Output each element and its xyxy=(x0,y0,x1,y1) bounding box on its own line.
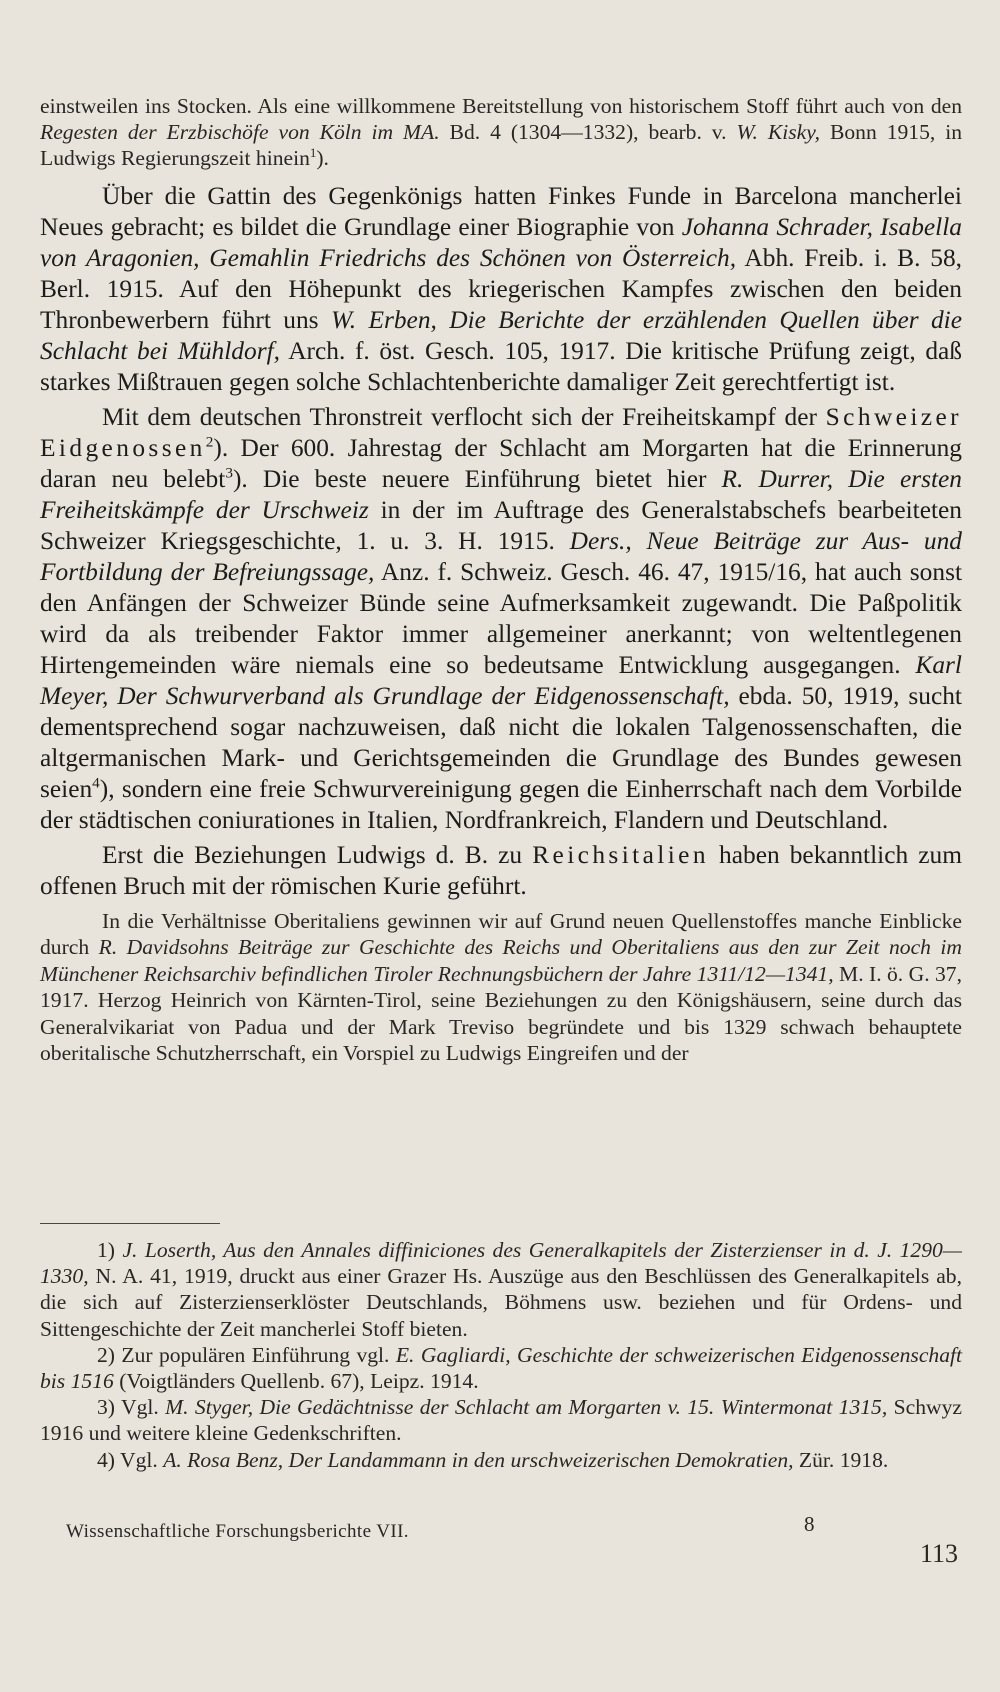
text-run: 3) Vgl. xyxy=(97,1395,166,1420)
text-run: ). Die beste neuere Einführung bietet hier xyxy=(232,465,722,493)
citation: M. Styger, Die Gedächtnisse der Schlacht am Morgarten v. 15. Wintermonat 1315, xyxy=(165,1395,888,1420)
text-run: N. A. 41, 1919, druckt aus einer Grazer Hs. Auszüge aus den Beschlüssen des Generalkapitels ab, die sich auf Zisterzienserklöster Deutschlands, Böhmens usw. beziehen und für Ordens- und Sittengeschichte der Zeit mancherlei Stoff bieten. xyxy=(40,1264,962,1341)
spaced-term: Reichsitalien xyxy=(532,841,709,869)
text-run: ebda. 50, 1919, sucht dementsprechend sogar nachzuweisen, daß nicht die lokalen Talgenossenschaften, die altgermanischen Mark- und Gerichtsgemeinden die Grundlage des Bundes gewesen seien xyxy=(40,682,962,803)
citation: R. Davidsohns Beiträge zur Geschichte des Reichs und Oberitaliens aus den zur Zeit noch im Münchener Reichsarchiv befindlichen Tiroler Rechnungsbüchern der Jahre 1311/12—1341, xyxy=(40,935,962,986)
body-text xyxy=(40,93,962,1066)
text-run: ), sondern eine freie Schwurvereinigung gegen die Einherrschaft nach dem Vorbilde der städtischen coniurationes in Italien, Nordfrankreich, Flandern und Deutschland. xyxy=(40,775,962,834)
text-run: Zür. 1918. xyxy=(793,1447,889,1472)
continuation-paragraph xyxy=(40,93,962,171)
footnote-4 xyxy=(40,1447,962,1473)
text-run: Bd. 4 (1304—1332), bearb. v. xyxy=(439,120,737,144)
text-run: Arch. f. öst. Gesch. 105, 1917. Die kritische Prüfung zeigt, daß starkes Mißtrauen gegen solche Schlachtenberichte damaliger Zeit gerechtfertigt ist. xyxy=(40,337,962,396)
paragraph-gattin xyxy=(40,181,962,398)
text-run: M. I. ö. G. 37, 1917. Herzog Heinrich von Kärnten-Tirol, seine Beziehungen zu den Königshäusern, seine durch das Generalvikariat von Padua und der Mark Treviso begründete und bis 1329 schwach behauptete oberitalische Schutzherrschaft, ein Vorspiel zu Ludwigs Eingreifen und der xyxy=(40,961,962,1066)
text-run: Anz. f. Schweiz. Gesch. 46. 47, 1915/16, hat auch sonst den Anfängen der Schweizer Bünde seine Aufmerksamkeit zugewandt. Die Paßpolitik wird da als treibender Faktor immer allgemeiner anerkannt; von weltentlegenen Hirtengemeinden wäre niemals eine so bedeutsame Entwicklung ausgegangen. xyxy=(40,558,963,679)
text-run: 4) Vgl. xyxy=(97,1447,164,1472)
text-run: Mit dem deutschen Thronstreit verflocht sich der Freiheitskampf der xyxy=(102,403,826,431)
text-run: Abh. Freib. i. B. 58, Berl. 1915. Auf den Höhepunkt des kriegerischen Kampfes zwischen den beiden Thronbewerbern führt uns xyxy=(40,244,962,334)
text-run: ). xyxy=(316,146,329,170)
text-run: In die Verhältnisse Oberitaliens gewinnen wir auf Grund neuen Quellenstoffes manche Einblicke durch xyxy=(40,909,962,960)
text-run: haben bekanntlich zum offenen Bruch mit der römischen Kurie geführt. xyxy=(40,841,962,900)
footnote-3 xyxy=(40,1394,962,1446)
citation-author: W. Kisky, xyxy=(736,120,821,144)
signature-mark: 8 xyxy=(804,1512,815,1536)
paragraph-oberitalien xyxy=(40,908,962,1066)
text-run: in der im Auftrage des Generalstabschefs bearbeiteten Schweizer Kriegsgeschichte, 1. u. 3. H. 1915. xyxy=(40,496,962,555)
citation: E. Gagliardi, Geschichte der schweizerischen Eidgenossenschaft bis 1516 xyxy=(40,1342,962,1394)
footnotes xyxy=(40,1237,962,1473)
text-run: (Voigtländers Quellenb. 67), Leipz. 1914. xyxy=(113,1369,479,1394)
text-run: ). Der 600. Jahrestag der Schlacht am Morgarten hat die Erinnerung daran neu belebt xyxy=(40,434,962,493)
footnote-1 xyxy=(40,1237,962,1342)
text-run: Bonn 1915, in Ludwigs Regierungszeit hinein xyxy=(40,120,963,170)
footnote-divider xyxy=(40,1223,220,1224)
footnote-marker: 3 xyxy=(225,464,233,482)
footnote-marker: 2 xyxy=(205,433,214,451)
page-number: 113 xyxy=(919,1539,958,1568)
citation: Ders., Neue Beiträge zur Aus- und Fortbildung der Befreiungssage, xyxy=(40,527,962,586)
citation: R. Durrer, Die ersten Freiheitskämpfe der Urschweiz xyxy=(40,465,962,524)
citation: W. Erben, Die Berichte der erzählenden Quellen über die Schlacht bei Mühldorf, xyxy=(40,306,962,365)
page-footer xyxy=(66,1512,962,1592)
footnote-number: 1) xyxy=(97,1238,123,1262)
text-run: Schwyz 1916 und weitere kleine Gedenkschriften. xyxy=(40,1395,962,1446)
spaced-term: Schweizer Eidgenossen xyxy=(40,403,962,462)
footnote-2 xyxy=(40,1342,962,1394)
footnote-marker: 1 xyxy=(309,144,317,160)
footnote-marker: 4 xyxy=(92,774,100,792)
series-title: Wissenschaftliche Forschungsberichte VII. xyxy=(66,1521,409,1542)
paragraph-reichsitalien xyxy=(40,840,962,902)
citation: J. Loserth, Aus den Annales diffiniciones des Generalkapitels der Zisterzienser in d. J. 1290—1330, xyxy=(40,1238,962,1289)
text-run: einstweilen ins Stocken. Als eine willkommene Bereitstellung von historischem Stoff führt auch von den xyxy=(40,94,962,118)
citation: A. Rosa Benz, Der Landammann in den urschweizerischen Demokratien, xyxy=(163,1447,794,1472)
text-run: Über die Gattin des Gegenkönigs hatten Finkes Funde in Barcelona mancherlei Neues gebracht; es bildet die Grundlage einer Biographie von xyxy=(40,182,962,241)
citation: Johanna Schrader, Isabella von Aragonien, Gemahlin Friedrichs des Schönen von Österreich, xyxy=(40,213,962,272)
text-run: 2) Zur populären Einführung vgl. xyxy=(97,1342,396,1367)
text-run: Erst die Beziehungen Ludwigs d. B. zu xyxy=(102,841,533,869)
citation-title: Regesten der Erzbischöfe von Köln im MA. xyxy=(40,120,440,144)
paragraph-schweizer xyxy=(40,402,962,836)
citation: Karl Meyer, Der Schwurverband als Grundlage der Eidgenossenschaft, xyxy=(40,651,962,710)
